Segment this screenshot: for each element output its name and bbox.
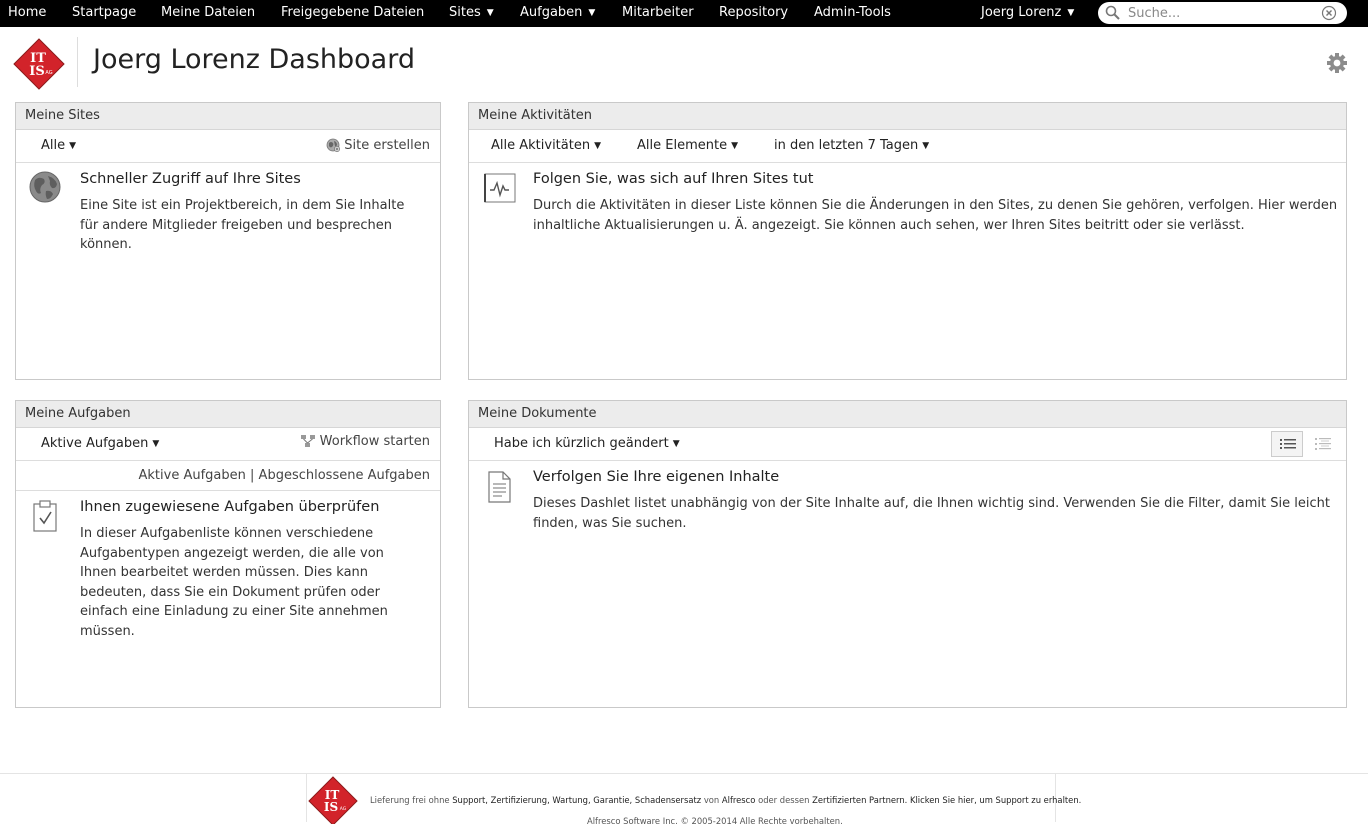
globe-icon [29, 171, 63, 205]
company-logo [13, 38, 65, 90]
filter-label: Alle [41, 138, 66, 153]
dashlet-toolbar [16, 130, 440, 163]
sites-filter-dropdown[interactable] [41, 138, 76, 153]
filter-label: Alle Elemente [637, 138, 728, 153]
footer-logo [308, 776, 358, 824]
filter-label: Habe ich kürzlich geändert [494, 436, 669, 451]
tasks-subbar [16, 461, 440, 491]
dashlet-toolbar [469, 130, 1346, 163]
completed-tasks-link[interactable]: Abgeschlossene Aufgaben [258, 468, 430, 483]
dashlet-title: Meine Aufgaben [16, 401, 440, 428]
start-workflow-label: Workflow starten [319, 434, 430, 449]
dashlet-toolbar [469, 428, 1346, 461]
gear-icon[interactable] [1326, 52, 1348, 74]
footer-text-part: Support, Zertifizierung, Wartung, Garantie, Schadensersatz [452, 795, 702, 805]
chevron-down-icon: ▼ [1067, 8, 1075, 18]
empty-title: Ihnen zugewiesene Aufgaben überprüfen [80, 499, 380, 515]
dashlet-title: Meine Dokumente [469, 401, 1346, 428]
search-input[interactable] [1128, 4, 1314, 22]
footer-text-part: von [703, 795, 720, 805]
chevron-down-icon: ▼ [152, 439, 160, 449]
my-sites-dashlet [15, 102, 441, 380]
list-view-icon [1280, 438, 1296, 450]
footer-text-part: Lieferung frei ohne [370, 795, 450, 805]
dashlet-title: Meine Aktivitäten [469, 103, 1346, 130]
simple-view-button[interactable] [1271, 431, 1303, 457]
nav-tasks-label: Aufgaben [520, 5, 583, 20]
user-name: Joerg Lorenz [981, 5, 1062, 20]
nav-admin-tools[interactable]: Admin-Tools [814, 5, 891, 20]
active-tasks-link[interactable]: Aktive Aufgaben [138, 468, 246, 483]
tasks-filter-dropdown[interactable] [41, 436, 159, 451]
chevron-down-icon: ▼ [69, 141, 77, 151]
empty-title: Verfolgen Sie Ihre eigenen Inhalte [533, 469, 780, 485]
chevron-down-icon: ▼ [672, 439, 680, 449]
create-site-label: Site erstellen [344, 138, 430, 153]
page-title: Joerg Lorenz Dashboard [93, 44, 415, 75]
footer-disclaimer [370, 795, 1081, 805]
tasks-filter-links [139, 468, 431, 483]
nav-people[interactable]: Mitarbeiter [622, 5, 694, 20]
document-icon [482, 469, 516, 503]
workflow-icon [300, 434, 316, 448]
nav-sites[interactable] [449, 0, 494, 27]
dashlet-title: Meine Sites [16, 103, 440, 130]
activity-icon [482, 171, 516, 205]
svg-text:IT: IT [30, 51, 46, 66]
nav-shared-files[interactable]: Freigegebene Dateien [281, 5, 425, 20]
documents-filter-dropdown[interactable] [494, 436, 680, 451]
footer-text-part: oder dessen [758, 795, 810, 805]
detail-list-icon [1315, 438, 1331, 450]
activity-items-dropdown[interactable] [637, 138, 738, 153]
search-icon [1104, 4, 1122, 22]
header-divider [77, 37, 78, 87]
top-navigation [0, 0, 1368, 27]
svg-text:AG: AG [45, 70, 53, 76]
globe-icon [326, 138, 340, 152]
footer-text-part: Alfresco [721, 795, 756, 805]
nav-my-files[interactable]: Meine Dateien [161, 5, 256, 20]
clear-search-icon[interactable] [1321, 5, 1337, 21]
nav-tasks[interactable] [520, 0, 595, 27]
chevron-down-icon: ▼ [731, 141, 738, 151]
footer-support-link[interactable]: Zertifizierten Partnern. Klicken Sie hier, um Support zu erhalten. [812, 795, 1082, 805]
svg-text:IS: IS [323, 800, 339, 814]
chevron-down-icon: ▼ [588, 8, 596, 18]
dashlet-toolbar [16, 428, 440, 461]
footer-copyright: Alfresco Software Inc. © 2005-2014 Alle Rechte vorbehalten. [587, 816, 843, 826]
link-separator: | [250, 468, 255, 483]
nav-repository[interactable]: Repository [719, 5, 789, 20]
nav-sites-label: Sites [449, 5, 481, 20]
empty-title: Schneller Zugriff auf Ihre Sites [80, 171, 301, 187]
svg-text:IT: IT [324, 788, 340, 802]
my-tasks-dashlet [15, 400, 441, 708]
nav-startpage[interactable]: Startpage [72, 5, 137, 20]
my-activities-dashlet [468, 102, 1347, 380]
chevron-down-icon: ▼ [594, 141, 602, 151]
svg-text:IS: IS [29, 64, 45, 79]
empty-title: Folgen Sie, was sich auf Ihren Sites tut [533, 171, 814, 187]
user-menu[interactable] [981, 0, 1074, 27]
search-box [1098, 2, 1347, 24]
empty-text: Durch die Aktivitäten in dieser Liste können Sie die Änderungen in den Sites, zu denen Sie gehören, verfolgen. Hier werden inhaltliche Aktualisierungen u. Ä. angezeigt. Sie können auch sehen, wer Ihren Sites beitritt oder sie verlässt. [533, 198, 1338, 233]
empty-text: Dieses Dashlet listet unabhängig von der Site Inhalte auf, die Ihnen wichtig sind. Verwenden Sie die Filter, damit Sie leicht finden, was Sie suchen. [533, 496, 1330, 531]
start-workflow-button[interactable] [300, 434, 430, 449]
empty-text: Eine Site ist ein Projektbereich, in dem Sie Inhalte für andere Mitglieder freigeben und besprechen können. [80, 198, 405, 253]
nav-home[interactable]: Home [8, 5, 47, 20]
clipboard-check-icon [29, 499, 63, 533]
filter-label: Alle Aktivitäten [491, 138, 591, 153]
empty-text: In dieser Aufgabenliste können verschiedene Aufgabentypen angezeigt werden, die alle von Ihnen bearbeitet werden müssen. Dies kann bedeuten, dass Sie ein Dokument prüfen oder einfach eine Einladung zu einer Site annehmen müssen. [80, 526, 388, 639]
chevron-down-icon: ▼ [922, 141, 930, 151]
activity-range-dropdown[interactable] [774, 138, 929, 153]
filter-label: Aktive Aufgaben [41, 436, 149, 451]
create-site-button[interactable] [326, 138, 430, 153]
chevron-down-icon: ▼ [486, 8, 494, 18]
my-documents-dashlet [468, 400, 1347, 708]
svg-text:AG: AG [339, 807, 347, 812]
activity-type-dropdown[interactable] [491, 138, 601, 153]
filter-label: in den letzten 7 Tagen [774, 138, 919, 153]
detailed-view-button[interactable] [1306, 431, 1338, 457]
